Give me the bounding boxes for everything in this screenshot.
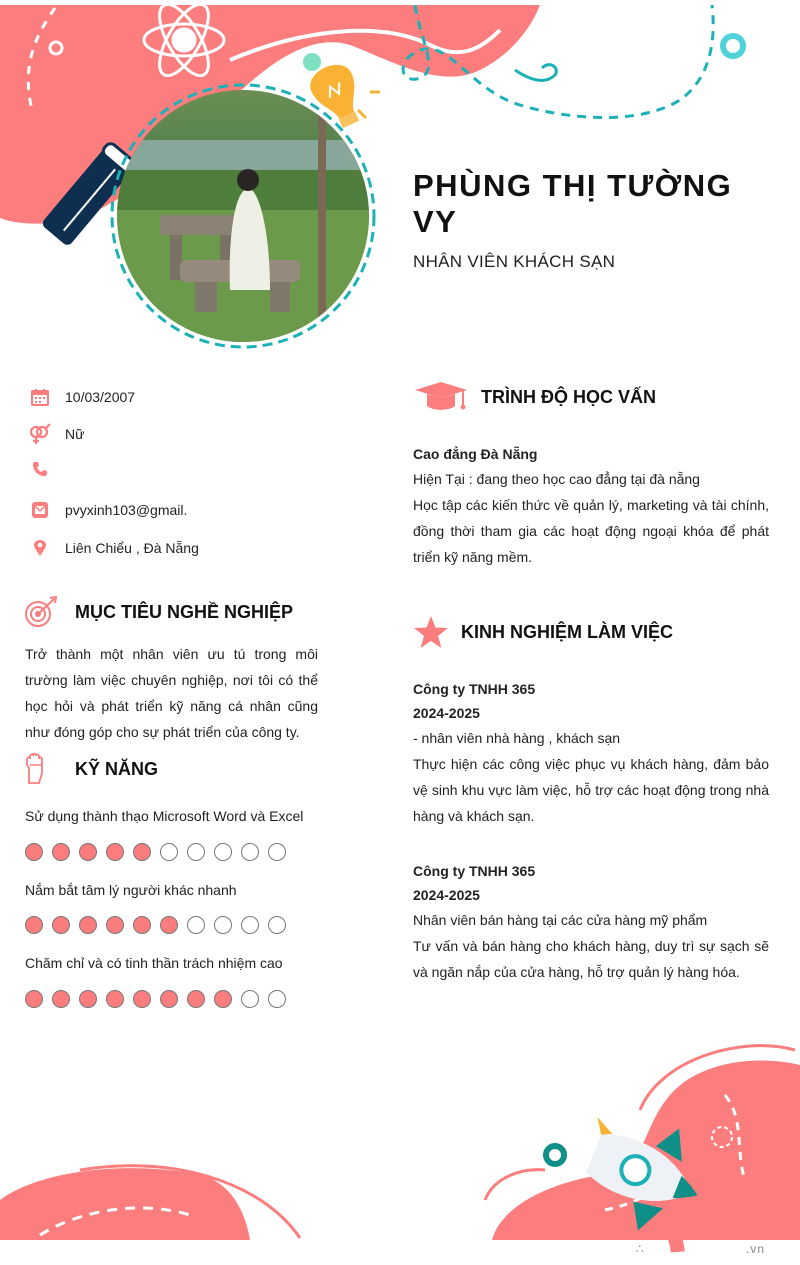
rating-dot-empty: [241, 843, 259, 861]
calendar-icon: [28, 385, 52, 409]
skill-label: Nắm bắt tâm lý người khác nhanh: [25, 882, 237, 898]
education-header: [413, 380, 656, 414]
footer-mark-left: ∴: [636, 1242, 645, 1256]
skill-rating: [25, 990, 286, 1008]
job-title: NHÂN VIÊN KHÁCH SẠN: [413, 252, 616, 271]
skill-rating: [25, 916, 286, 934]
rating-dot-filled: [133, 843, 151, 861]
rating-dot-empty: [187, 916, 205, 934]
job-company: Công ty TNHH 365: [413, 681, 536, 697]
footer-mark-right: .vn: [746, 1242, 766, 1256]
target-icon: [24, 596, 60, 628]
rating-dot-filled: [25, 916, 43, 934]
rating-dot-filled: [52, 990, 70, 1008]
job-role: - nhân viên nhà hàng , khách sạn: [413, 730, 621, 746]
skill-rating: [25, 843, 286, 861]
rating-dot-filled: [25, 843, 43, 861]
contact-phone: [28, 457, 65, 481]
candidate-name: PHÙNG THỊ TƯỜNG VY: [413, 168, 733, 239]
skill-label: Sử dụng thành thạo Microsoft Word và Excel: [25, 808, 304, 824]
experience-heading: KINH NGHIỆM LÀM VIỆC: [461, 621, 674, 642]
education-status: Hiện Tại : đang theo học cao đẳng tại đà nẵng: [413, 471, 700, 487]
rating-dot-filled: [106, 916, 124, 934]
contact-address: [28, 536, 199, 560]
rating-dot-empty: [214, 843, 232, 861]
job-period: 2024-2025: [413, 705, 480, 721]
contact-email: [28, 498, 187, 522]
rating-dot-filled: [133, 990, 151, 1008]
objective-header: [24, 596, 293, 628]
envelope-icon: [28, 498, 52, 522]
rating-dot-filled: [52, 916, 70, 934]
birthday-value: 10/03/2007: [65, 389, 136, 405]
rating-dot-filled: [106, 843, 124, 861]
star-icon: [413, 615, 449, 649]
email-value[interactable]: pvyxinh103@gmail.: [65, 502, 188, 518]
rating-dot-filled: [79, 990, 97, 1008]
rating-dot-filled: [214, 990, 232, 1008]
rating-dot-filled: [52, 843, 70, 861]
job-description: Thực hiện các công việc phục vụ khách hàng, đảm bảo vệ sinh khu vực làm việc, hỗ trợ các hoạt động trong nhà hàng và khách sạn.: [413, 756, 769, 824]
rating-dot-empty: [187, 843, 205, 861]
job-role: Nhân viên bán hàng tại các cửa hàng mỹ phẩm: [413, 912, 708, 928]
rating-dot-filled: [160, 916, 178, 934]
objective-text: Trở thành một nhân viên ưu tú trong môi trường làm việc chuyên nghiệp, nơi tôi có thể học hỏi và phát triển kỹ năng cá nhân cũng như đóng góp cho sự phát triển của công ty.: [25, 646, 318, 740]
rating-dot-empty: [241, 990, 259, 1008]
phone-icon: [28, 457, 52, 481]
rating-dot-filled: [25, 990, 43, 1008]
rating-dot-filled: [187, 990, 205, 1008]
education-heading: TRÌNH ĐỘ HỌC VẤN: [481, 386, 656, 407]
rating-dot-filled: [160, 990, 178, 1008]
rating-dot-filled: [79, 843, 97, 861]
rating-dot-filled: [106, 990, 124, 1008]
rocket-icon: [562, 1099, 721, 1252]
map-pin-icon: [28, 536, 52, 560]
education-description: Học tập các kiến thức về quản lý, marketing và tài chính, đồng thời tham gia các hoạt động ngoại khóa để phát triển kỹ năng mềm.: [413, 497, 769, 565]
rating-dot-empty: [214, 916, 232, 934]
job-company: Công ty TNHH 365: [413, 863, 536, 879]
education-school: Cao đẳng Đà Nẵng: [413, 446, 538, 462]
objective-heading: MỤC TIÊU NGHỀ NGHIỆP: [75, 601, 294, 622]
gender-value: Nữ: [65, 426, 85, 442]
rating-dot-empty: [268, 990, 286, 1008]
skills-header: [24, 753, 158, 785]
address-value: Liên Chiểu , Đà Nẵng: [65, 540, 199, 556]
rating-dot-empty: [241, 916, 259, 934]
rating-dot-filled: [133, 916, 151, 934]
gender-icon: [28, 422, 52, 446]
rating-dot-filled: [79, 916, 97, 934]
contact-gender: [28, 422, 84, 446]
rating-dot-empty: [268, 843, 286, 861]
experience-header: [413, 615, 673, 649]
job-description: Tư vấn và bán hàng cho khách hàng, duy trì sự sạch sẽ và ngăn nắp của cửa hàng, hỗ trợ quản lý hàng hóa.: [413, 938, 769, 980]
hand-icon: [24, 753, 50, 785]
contact-birthday: [28, 385, 135, 409]
skills-heading: KỸ NĂNG: [75, 758, 159, 779]
skill-label: Chăm chỉ và có tinh thần trách nhiệm cao: [25, 955, 283, 971]
rating-dot-empty: [268, 916, 286, 934]
rating-dot-empty: [160, 843, 178, 861]
graduation-cap-icon: [413, 380, 469, 414]
job-period: 2024-2025: [413, 887, 480, 903]
